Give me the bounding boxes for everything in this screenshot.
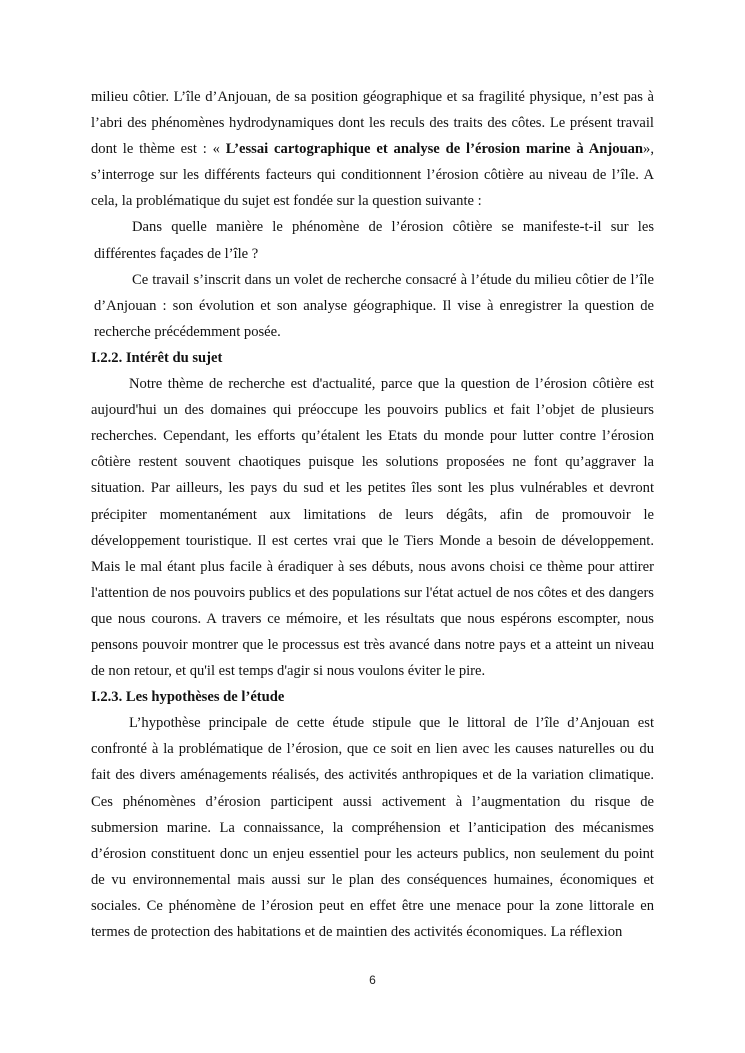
paragraph-intro-text-end: », s’interroge sur les différents facteurs qui conditionnent l’érosion côtière au niveau de l’île. A cela, la problématique du sujet est fondée sur la question suivante :: [91, 141, 654, 210]
paragraph-interet: Notre thème de recherche est d'actualité, parce que la question de l’érosion côtière est aujourd'hui un des domaines qui préoccupe les pouvoirs publics et fait l’objet de plusieurs recherches. Cependant, les efforts qu’étalent les Etats du monde pour lutter contre l’érosion côtière restent souvent chaotiques puisque les solutions proposées ne font qu’aggraver la situation. Par ailleurs, les pays du sud et les petites îles sont les plus vulnérables et devront précipiter momentanément aux limitations de leurs dégâts, afin de promouvoir le développement touristique. Il est certes vrai que le Tiers Monde a besoin de développement. Mais le mal étant plus facile à éradiquer à ses débuts, nous avons choisi ce thème pour attirer l'attention de nos pouvoirs publics et des populations sur l'état actuel de nos côtes et des dangers que nous courons. A travers ce mémoire, et les résultats que nous espérons escompter, nous pensons pouvoir montrer que le processus est très avancé dans notre pays et a atteint un niveau de non retour, et qu'il est temps d'agir si nous voulons éviter le pire.: [91, 376, 654, 680]
paragraph-intro: [91, 84, 654, 214]
section-heading-hypotheses: I.2.3. Les hypothèses de l’étude: [91, 689, 285, 706]
paragraph-question: Dans quelle manière le phénomène de l’érosion côtière se manifeste-t-il sur les différentes façades de l’île ?: [94, 219, 654, 262]
page-number: 6: [369, 973, 376, 987]
paragraph-intro-bold-title: L’essai cartographique et analyse de l’érosion marine à Anjouan: [225, 141, 644, 158]
document-page: [91, 84, 654, 945]
section-heading-interet: I.2.2. Intérêt du sujet: [91, 349, 223, 366]
paragraph-intro-text: milieu côtier. L’île d’Anjouan, de sa position géographique et sa fragilité physique, n’est pas à l’abri des phénomènes hydrodynamiques dont les reculs des traits des côtes. Le présent travail dont le thème est : «: [91, 89, 654, 158]
paragraph-hypotheses: L’hypothèse principale de cette étude stipule que le littoral de l’île d’Anjouan est confronté à la problématique de l’érosion, que ce soit en lien avec les causes naturelles ou du fait des divers aménagements réalisés, des activités anthropiques et de la variation climatique. Ces phénomènes d’érosion participent aussi activement à l’augmentation du risque de submersion marine. La connaissance, la compréhension et l’anticipation des mécanismes d’érosion constituent donc un enjeu essentiel pour les acteurs publics, non seulement du point de vu environnemental mais aussi sur le plan des conséquences humaines, économiques et sociales. Ce phénomène de l’érosion peut en effet être une menace pour la zone littorale en termes de protection des habitations et de maintien des activités économiques. La réflexion: [91, 715, 654, 940]
paragraph-objective: Ce travail s’inscrit dans un volet de recherche consacré à l’étude du milieu côtier de l’île d’Anjouan : son évolution et son analyse géographique. Il vise à enregistrer la question de recherche précédemment posée.: [94, 271, 654, 340]
